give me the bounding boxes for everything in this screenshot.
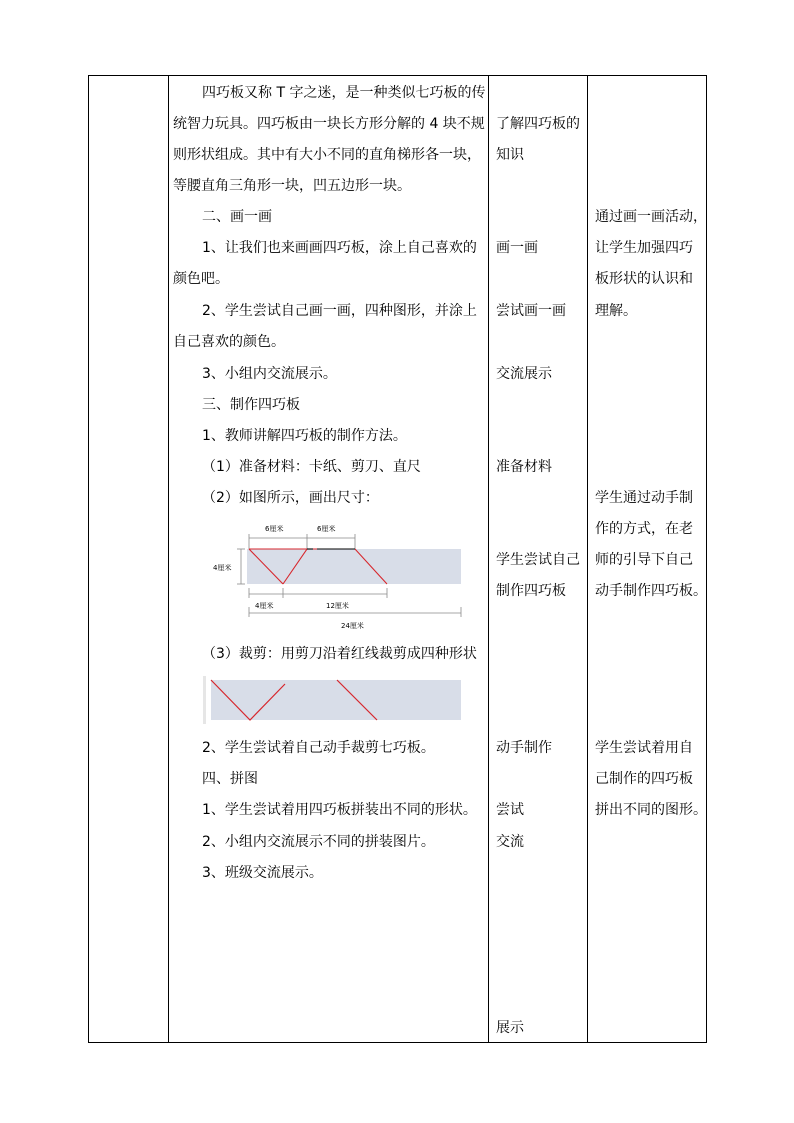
four-piece-puzzle-dimension-figure [209,518,469,636]
step-text: 1、让我们也来画画四巧板，涂上自己喜欢的 [202,240,477,256]
intent-text: 己制作的四巧板 [595,771,693,787]
activity-text: 交流 [496,834,524,850]
activity-text: 了解四巧板的 [496,116,580,132]
step-text: 1、学生尝试着用四巧板拼装出不同的形状。 [202,802,477,818]
section-title: 三、制作四巧板 [202,397,300,413]
step-text: 1、教师讲解四巧板的制作方法。 [202,428,407,444]
lesson-table [88,75,707,1043]
cardboard-panel [247,549,461,584]
dimension-label-bottom-total: 24厘米 [341,622,364,630]
column-divider [488,76,489,1042]
step-text: （2）如图所示，画出尺寸： [202,490,379,506]
intent-text: 师的引导下自己 [595,552,693,568]
intro-line: 等腰直角三角形一块，凹五边形一块。 [173,178,411,194]
step-text: 颜色吧。 [173,271,229,287]
step-text: 3、小组内交流展示。 [202,366,337,382]
dimension-label-left: 4厘米 [213,564,232,572]
activity-text: 动手制作 [496,740,552,756]
activity-text: 展示 [496,1020,524,1036]
section-title: 二、画一画 [202,209,272,225]
step-text: （1）准备材料：卡纸、剪刀、直尺 [202,459,421,475]
dimension-label-top-right: 6厘米 [317,525,336,533]
cut-pieces-figure [203,674,465,726]
activity-text: 尝试 [496,802,524,818]
intent-text: 通过画一画活动， [595,209,707,225]
activity-text: 准备材料 [496,459,552,475]
activity-text: 画一画 [496,240,538,256]
step-text: 自己喜欢的颜色。 [173,334,285,350]
intent-text: 让学生加强四巧 [595,240,693,256]
intent-text: 学生尝试着用自 [595,740,693,756]
activity-text: 交流展示 [496,366,552,382]
intent-text: 动手制作四巧板。 [595,583,707,599]
activity-text: 尝试画一画 [496,303,566,319]
intro-line: 统智力玩具。四巧板由一块长方形分解的 4 块不规 [173,116,485,132]
column-divider [587,76,588,1042]
dimension-label-bottom-mid: 12厘米 [326,602,349,610]
intent-text: 学生通过动手制 [595,490,693,506]
intent-text: 板形状的认识和 [595,271,693,287]
step-text: 2、学生尝试自己画一画，四种图形，并涂上 [202,303,477,319]
dimension-label-bottom-small: 4厘米 [255,602,274,610]
intent-text: 作的方式，在老 [595,521,693,537]
cardboard-panel [211,680,461,720]
step-text: 2、学生尝试着自己动手裁剪七巧板。 [202,740,435,756]
dimension-label-top-left: 6厘米 [265,525,284,533]
intent-text: 理解。 [595,303,637,319]
intro-line: 四巧板又称 T 字之迷，是一种类似七巧板的传 [202,85,486,101]
step-text: 2、小组内交流展示不同的拼装图片。 [202,834,435,850]
activity-text: 知识 [496,147,524,163]
step-text: （3）裁剪：用剪刀沿着红线裁剪成四种形状 [202,646,477,662]
section-title: 四、拼图 [202,771,258,787]
step-text: 3、班级交流展示。 [202,865,323,881]
activity-text: 学生尝试自己 [496,552,580,568]
intent-text: 拼出不同的图形。 [595,802,707,818]
activity-text: 制作四巧板 [496,583,566,599]
intro-line: 则形状组成。其中有大小不同的直角梯形各一块， [173,147,481,163]
column-divider [168,76,169,1042]
